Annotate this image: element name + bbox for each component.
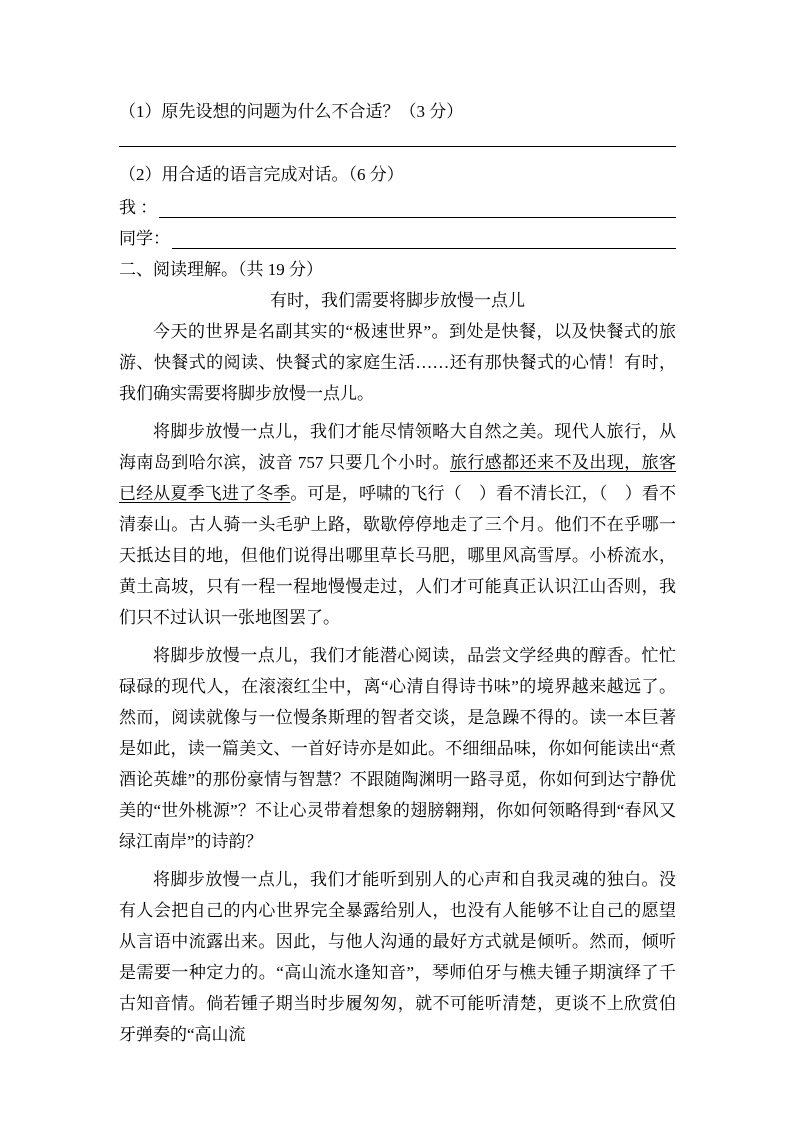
paragraph-text: 。可是，呼啸的飞行（ ）看不清长江，（ ）看不清泰山。古人骑一头毛驴上路，歇歇停停地走了三个月。他们不在乎哪一天抵达目的地，但他们说得出哪里草长马肥，哪里风高雪厚。小桥流水，黄土高坡，只有一程一程地慢慢走过，人们才可能真正认识江山否则，我们只不过认识一张地图罢了。 <box>119 484 676 627</box>
paragraph-text: 将脚步放慢一点儿，我们才能听到别人的心声和自我灵魂的独白。没有人会把自己的内心世界完全暴露给别人，也没有人能够不让自己的愿望从言语中流露出来。因此，与他人沟通的最好方式就是倾听。然而，倾听是需要一种定力的。“高山流水逢知音”，琴师伯牙与樵夫锺子期演绎了千古知音情。倘若锺子期当时步履匆匆，就不可能听清楚，更谈不上欣赏伯牙弹奏的“高山流 <box>119 870 676 1044</box>
answer-blank-me <box>159 192 676 218</box>
document-content <box>119 96 676 1057</box>
article-paragraph-3 <box>119 640 676 857</box>
paragraph-text: 今天的世界是名副其实的“极速世界”。到处是快餐，以及快餐式的旅游、快餐式的阅读、快餐式的家庭生活……还有那快餐式的心情！有时，我们确实需要将脚步放慢一点儿。 <box>119 322 676 403</box>
section-heading: 二、阅读理解。（共 19 分） <box>119 260 323 279</box>
paragraph-text: 将脚步放慢一点儿，我们才能尽情领略大自然之美。现代人旅行，从海南岛到哈尔滨，波音 757 只要几个小时。 <box>119 422 676 472</box>
question-1-text: （1）原先设想的问题为什么不合适？（3 分） <box>119 102 464 121</box>
dialog-label-me: 我 ： <box>119 198 158 217</box>
underlined-phrase: 旅行感都还来不及出现，旅客已经从夏季飞进了冬季 <box>119 453 677 503</box>
article-paragraph-2 <box>119 416 676 633</box>
article-title: 有时，我们需要将脚步放慢一点儿 <box>270 291 525 310</box>
dialog-label-classmate: 同学： <box>119 229 170 248</box>
dialog-row-me <box>119 192 676 223</box>
article-paragraph-4 <box>119 864 676 1050</box>
question-2-text: （2）用合适的语言完成对话。（6 分） <box>119 165 404 184</box>
answer-blank-classmate <box>172 223 676 249</box>
paragraph-text: 将脚步放慢一点儿，我们才能潜心阅读，品尝文学经典的醇香。忙忙碌碌的现代人，在滚滚红尘中，离“心清自得诗书味”的境界越来越远了。然而，阅读就像与一位慢条斯理的智者交谈，是急躁不得的。读一本巨著是如此，读一篇美文、一首好诗亦是如此。不细细品味，你如何能读出“煮酒论英雄”的那份豪情与智慧？不跟随陶渊明一路寻觅，你如何到达宁静优美的“世外桃源”？不让心灵带着想象的翅膀翱翔，你如何领略得到“春风又绿江南岸”的诗韵？ <box>119 646 676 851</box>
article-paragraph-1 <box>119 316 676 409</box>
answer-blank-line-1 <box>119 127 676 147</box>
dialog-row-classmate <box>119 223 676 254</box>
